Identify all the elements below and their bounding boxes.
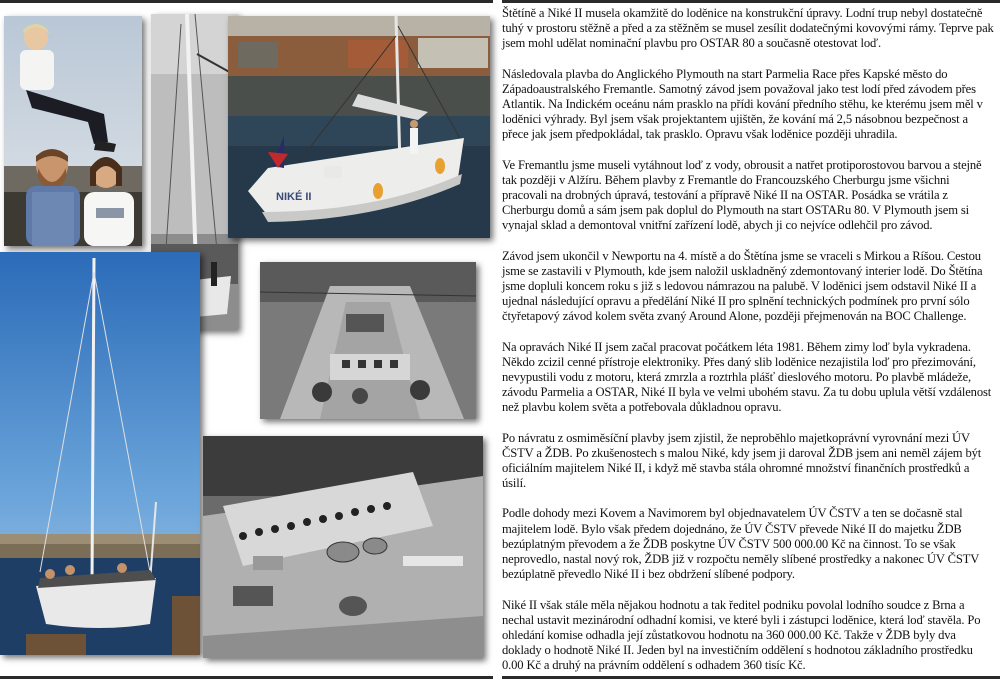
deck-photo [260, 262, 476, 419]
regatta-photo [0, 252, 200, 655]
paragraph: Na opravách Niké II jsem začal pracovat počátkem léta 1981. Během zimy loď byla vykradena. Někdo zcizil cenné přístroje elektroniky. Přes daný slib loděnice nezajistila loď pro přezimování, nevypustili vodu z motoru, která zmrzla a roztrhla plášť dieslového motoru. Po plavbě mládeže, závodu Parmelia a OSTAR, Niké II byla ve velmi ubohém stavu. Za tu dobu uplula větší vzdálenost než plavbu kolem světa a potřebovala důkladnou opravu. [502, 339, 992, 415]
bottom-rule-right [502, 676, 1000, 679]
top-rule-left [0, 0, 493, 3]
top-rule-right [502, 0, 1000, 3]
paragraph: Štětíně a Niké II musela okamžitě do loděnice na konstrukční úpravy. Lodní trup nebyl dostatečně tuhý v prostoru stěžně a před a za stěžněm se musel zesílit dodatečnými kovovými rámy. Teprve pak jsem mohl udělat nominační plavbu pro OSTAR 80 a současně otestovat loď. [502, 6, 994, 51]
instrument-panel-photo [203, 436, 483, 658]
paragraph: Po návratu z osmiměsíční plavby jsem zjistil, že neproběhlo majetkoprávní vyrovnání mezi ÚV ČSTV a ŽDB. Po zkušenostech s malou Niké, kdy jsem ji daroval ŽDB jsem ani neměl zájem být oficiálním majitelem Niké II, i když mě stavba stála ohromné množství finančních prostředků a úsilí. [502, 430, 982, 491]
paragraph: Niké II však stále měla nějakou hodnotu a tak ředitel podniku povolal lodního soudce z Brna a nechal ustavit mezinárodní odhadní komisi, ve které byli i zástupci loděnice, která loď stavěla. Po ohledání komise odhadla její zůstatkovou hodnotu na 360 000.00 Kč. Takže v ŽDB byly dva doklady o hodnotě Niké II. Jeden byl na investičním oddělení s hodnotou základního prostředku 0.00 Kč a druhý na právním oddělení s odhadem 360 tisíc Kč. [502, 597, 981, 673]
harbour-boat-photo [228, 16, 490, 238]
article-text-column [502, 6, 996, 674]
paragraph: Podle dohody mezi Kovem a Navimorem byl objednavatelem ÚV ČSTV a ten se dočasně stal majitelem lodě. Bylo však předem dojednáno, že ÚV ČSTV převede Niké II do majetku ŽDB bezúplatným převodem a že ŽDB poskytne ÚV ČSTV 500 000.00 Kč na činnost. To se však neprovedlo, nastal nový rok, ŽDB již v rozpočtu neměly slíbené prostředky a nakonec ÚV ČSTV bezúplatně převedlo Niké II i bez obdržení slíbené podpory. [502, 506, 979, 582]
hull-name-text: NIKÉ II [276, 191, 312, 203]
bottom-rule-left [0, 676, 493, 679]
family-photo [4, 16, 142, 246]
paragraph: Ve Fremantlu jsme museli vytáhnout loď z vody, obrousit a natřet protiporostovou barvou a stejně tak později v Alžíru. Během plavby z Fremantle do Francouzského Cherburgu jsme všichni pracovali na drobných úpravá, testování a přípravě Niké II na OSTAR. Posádka se vrátila z Cherburgu domů a sám jsem pak doplul do Plymouth na start OSTARu 80. V Plymouth jsem si vynajal sklad a demontoval vnitřní zařízení lodě, abych ji co nejvíce odlehčil pro závod. [502, 157, 982, 233]
paragraph: Závod jsem ukončil v Newportu na 4. místě a do Štětína jsme se vraceli s Mirkou a Ríšou. Cestou jsme se zastavili v Plymouth, kde jsem naložil uskladněný zdemontovaný interier lodě. Do Štětína jsme dopluli koncem roku s již s ledovou námrazou na palubě. V loděnici jsem odstavil Niké II a ujednal následující opravu a předělání Niké II pro splnění technických podmínek pro první sólo čtyřetapový závod kolem světa zvaný Around Alone, později přejmenován na BOC Challenge. [502, 248, 983, 324]
paragraph: Následovala plavba do Anglického Plymouth na start Parmelia Race přes Kapské město do Západoaustralského Fremantle. Samotný závod jsem považoval jako test lodí před závodem přes Atlantik. Na Indickém oceánu nám prasklo na přídi kování předního stěhu, ke kterému jsem měl v loděnici výhrady. Byl jsem však projektantem ujištěn, že kování má 2,5 násobnou bezpečnost a přece jak jsem předpokládal, tak prasklo. Opravu však loděnice později uhradila. [502, 66, 983, 142]
